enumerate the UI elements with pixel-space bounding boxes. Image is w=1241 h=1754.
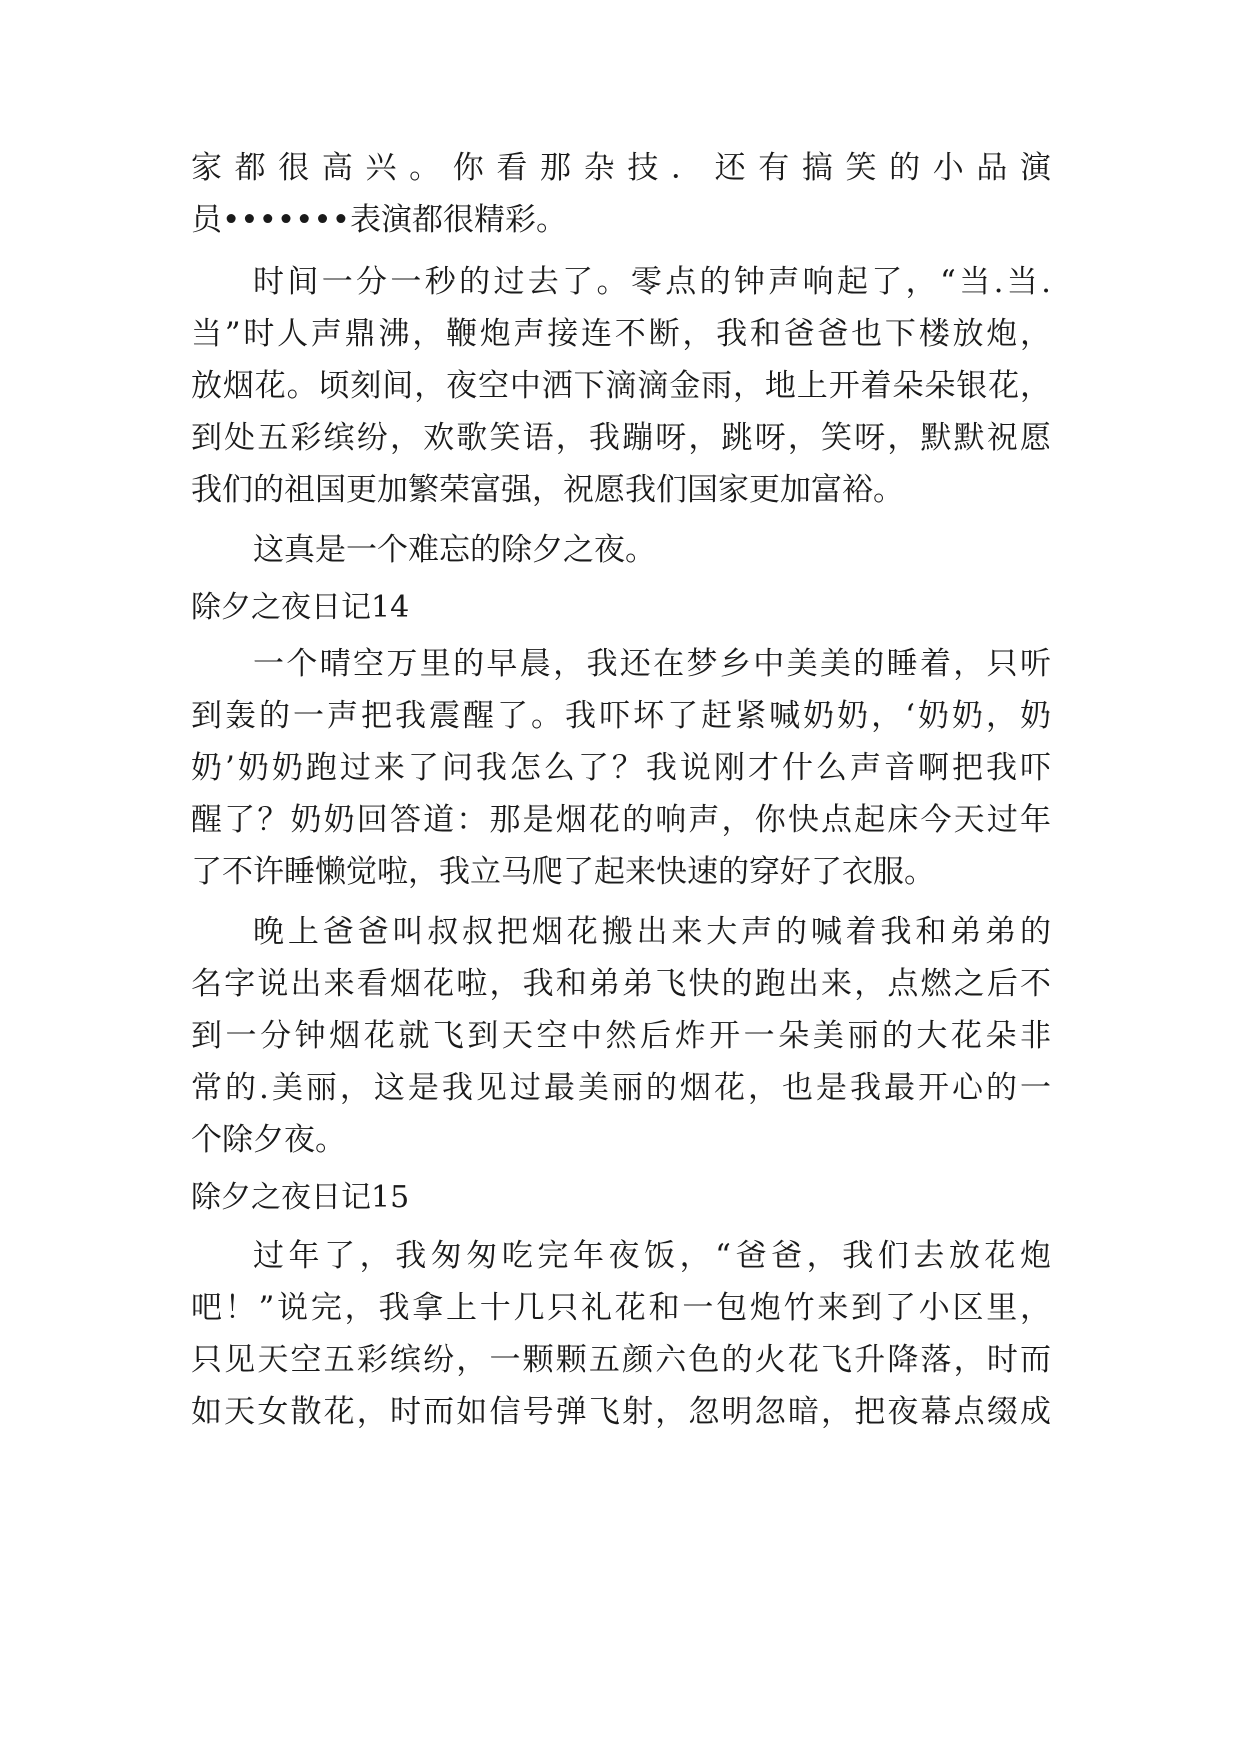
section-heading: 除夕之夜日记14 (191, 590, 410, 625)
paragraph-line: 家都很高兴。你看那杂技．还有搞笑的小品演 (191, 150, 1051, 186)
paragraph-line: 这真是一个难忘的除夕之夜。 (253, 532, 656, 568)
paragraph-line: 一个晴空万里的早晨，我还在梦乡中美美的睡着，只听 (253, 646, 1051, 682)
paragraph-line: 当”时人声鼎沸，鞭炮声接连不断，我和爸爸也下楼放炮， (191, 316, 1051, 352)
paragraph-line: 放烟花。顷刻间，夜空中洒下滴滴金雨，地上开着朵朵银花， (191, 368, 1051, 404)
paragraph-line: 到一分钟烟花就飞到天空中然后炸开一朵美丽的大花朵非 (191, 1018, 1051, 1054)
paragraph-line: 常的.美丽，这是我见过最美丽的烟花，也是我最开心的一 (191, 1070, 1051, 1106)
paragraph-line: 我们的祖国更加繁荣富强，祝愿我们国家更加富裕。 (191, 472, 904, 508)
paragraph-line: 奶’奶奶跑过来了问我怎么了？我说刚才什么声音啊把我吓 (191, 750, 1051, 786)
paragraph-line: 只见天空五彩缤纷，一颗颗五颜六色的火花飞升降落，时而 (191, 1342, 1051, 1378)
paragraph-line: 员•••••••表演都很精彩。 (191, 202, 567, 238)
paragraph-line: 个除夕夜。 (191, 1122, 346, 1158)
paragraph-line: 如天女散花，时而如信号弹飞射，忽明忽暗，把夜幕点缀成 (191, 1394, 1051, 1430)
paragraph-line: 到轰的一声把我震醒了。我吓坏了赶紧喊奶奶，‘奶奶，奶 (191, 698, 1051, 734)
section-heading: 除夕之夜日记15 (191, 1180, 410, 1215)
paragraph-line: 名字说出来看烟花啦，我和弟弟飞快的跑出来，点燃之后不 (191, 966, 1051, 1002)
paragraph-line: 晚上爸爸叫叔叔把烟花搬出来大声的喊着我和弟弟的 (253, 914, 1051, 950)
paragraph-line: 了不许睡懒觉啦，我立马爬了起来快速的穿好了衣服。 (191, 854, 935, 890)
paragraph-line: 到处五彩缤纷，欢歌笑语，我蹦呀，跳呀，笑呀，默默祝愿 (191, 420, 1051, 456)
paragraph-line: 醒了？奶奶回答道：那是烟花的响声，你快点起床今天过年 (191, 802, 1051, 838)
paragraph-line: 时间一分一秒的过去了。零点的钟声响起了，“当.当. (253, 264, 1051, 300)
paragraph-line: 吧！”说完，我拿上十几只礼花和一包炮竹来到了小区里， (191, 1290, 1051, 1326)
paragraph-line: 过年了，我匆匆吃完年夜饭，“爸爸，我们去放花炮 (253, 1238, 1051, 1274)
